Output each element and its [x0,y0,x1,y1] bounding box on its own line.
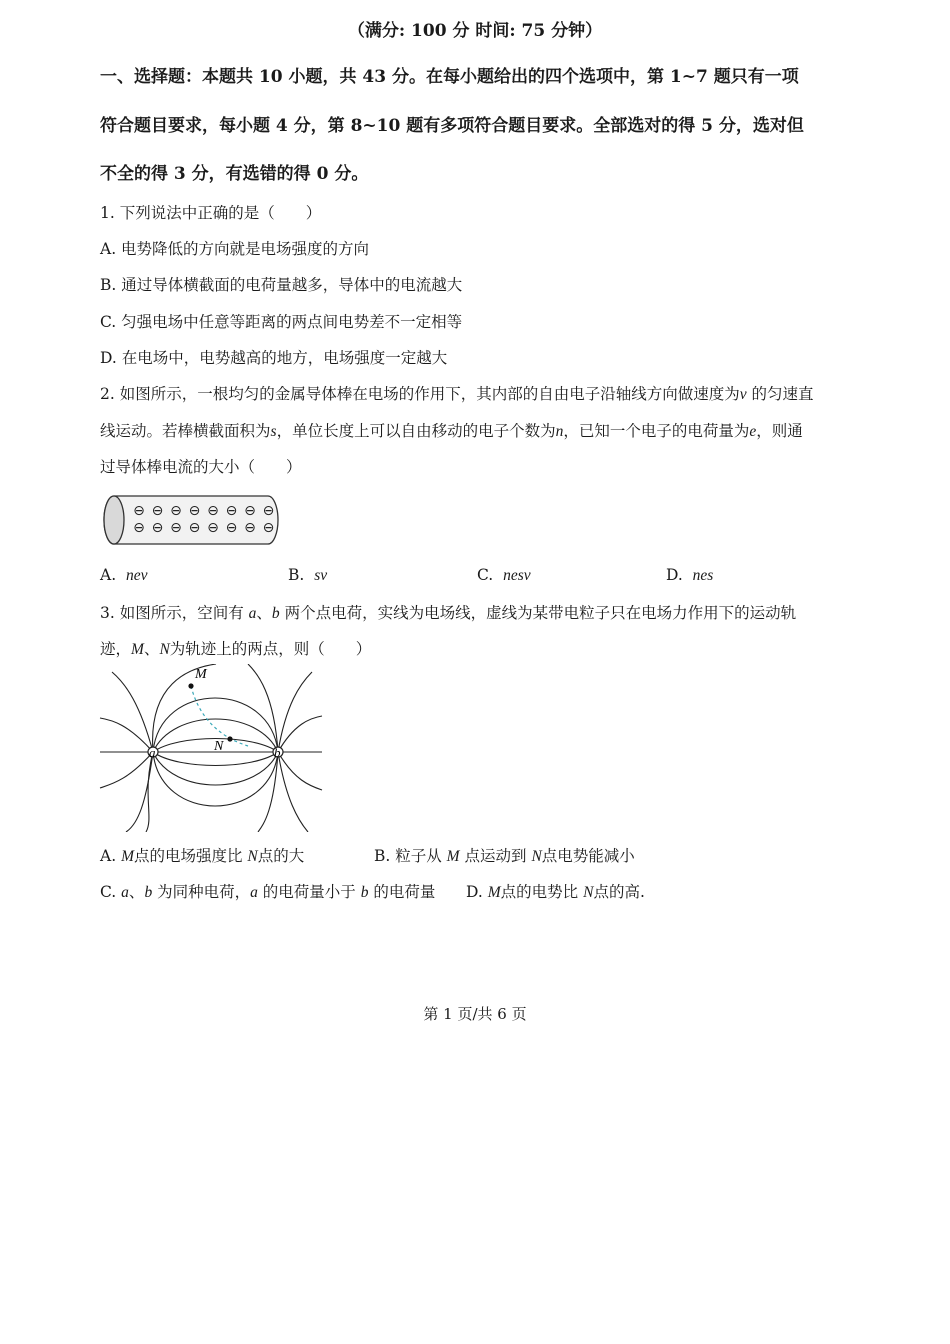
option-label: D. [666,566,683,584]
q3-text: B. 粒子从 [374,847,447,865]
q2-text: 线运动。若棒横截面积为 [100,422,271,440]
var-N: N [247,848,258,865]
q3-text: D. [466,883,488,901]
electron-symbol: ⊖ [188,520,201,536]
q2-text: ，单位长度上可以自由移动的电子个数为 [276,422,556,440]
q2-option-d [666,566,713,585]
electron-symbol: ⊖ [262,503,275,519]
q3-text: 3. 如图所示，空间有 [100,604,249,622]
option-value: nes [692,567,714,584]
var-v: v [739,386,747,403]
q3-text: 点电势能减小 [541,847,635,865]
fig-label-N: N [214,739,224,754]
var-N: N [531,848,542,865]
q3-stem-line2 [100,637,371,659]
var-M: M [131,641,144,658]
q2-option-a [100,566,148,585]
fig-label-M: M [195,667,207,682]
section-heading-line1: 一、选择题：本题共 10 小题，共 43 分。在每小题给出的四个选项中，第 1~7 题只有一项 [100,67,799,87]
electron-symbol: ⊖ [188,503,201,519]
var-s: s [270,423,277,440]
electron-symbol: ⊖ [207,520,219,536]
q3-text: 、 [143,640,160,658]
q2-text: ，则通 [756,422,803,440]
q1-option-b: B. 通过导体横截面的电荷量越多，导体中的电流越大 [100,276,463,294]
var-b: b [144,884,153,901]
section-heading-line3: 不全的得 3 分，有选错的得 0 分。 [100,164,369,184]
electron-symbol: ⊖ [244,520,256,536]
q3-text: 为同种电荷， [152,883,251,901]
var-a: a [121,884,129,901]
q2-option-b [288,566,327,585]
q2-stem-line2 [100,419,803,441]
field-lines-figure [98,664,324,832]
q1-stem: 1. 下列说法中正确的是（ ） [100,204,322,222]
q3-text: 点的高. [593,883,645,901]
q2-stem-line1 [100,382,814,404]
q2-option-c [477,566,531,585]
option-value: nev [125,567,148,584]
q2-text: 的匀速直 [746,385,814,403]
q3-option-d [466,880,645,902]
q3-text: 、 [128,883,145,901]
option-value: sv [314,567,328,584]
q2-text: ，已知一个电子的电荷量为 [563,422,750,440]
q3-option-a [100,844,304,866]
var-e: e [749,423,757,440]
var-N: N [159,641,170,658]
q3-text: 迹， [100,640,132,658]
var-M: M [487,884,501,901]
fig-label-b: b [274,745,281,760]
q3-text: 两个点电荷，实线为电场线，虚线为某带电粒子只在电场力作用下的运动轨 [279,604,797,622]
var-b: b [271,605,280,622]
electron-symbol: ⊖ [207,503,219,519]
q3-option-b [374,844,635,866]
var-M: M [446,848,460,865]
var-n: n [555,423,564,440]
q3-text: 点的大 [257,847,305,865]
var-b: b [360,884,369,901]
q3-text: 点的电场强度比 [133,847,248,865]
electron-symbol: ⊖ [133,503,145,519]
option-label: C. [477,566,494,584]
q3-text: 点的电势比 [500,883,584,901]
option-value: nesv [503,567,531,584]
electron-symbol: ⊖ [170,503,182,519]
q3-text: 、 [256,604,272,622]
var-a: a [250,884,258,901]
q3-text: A. [100,847,122,865]
q3-text: 为轨迹上的两点，则（ ） [169,640,372,658]
q3-stem-line1 [100,601,796,623]
fig-label-a: a [149,745,156,760]
electron-symbol: ⊖ [262,520,275,536]
q2-text: 2. 如图所示，一根均匀的金属导体棒在电场的作用下，其内部的自由电子沿轴线方向做速度为 [100,385,740,403]
q3-text: C. [100,883,122,901]
electron-symbol: ⊖ [225,520,238,536]
var-M: M [121,848,134,865]
page-footer: 第 1 页/共 6 页 [423,1005,527,1023]
var-a: a [248,605,257,622]
option-label: B. [288,566,305,584]
q2-stem-line3: 过导体棒电流的大小（ ） [100,458,302,476]
exam-header: （满分: 100 分 时间: 75 分钟） [347,21,603,41]
q1-option-a: A. 电势降低的方向就是电场强度的方向 [100,240,370,258]
q3-text: 的电荷量 [368,883,436,901]
electron-symbol: ⊖ [133,520,145,536]
q1-option-c: C. 匀强电场中任意等距离的两点间电势差不一定相等 [100,313,463,331]
section-heading-line2: 符合题目要求，每小题 4 分，第 8~10 题有多项符合题目要求。全部选对的得 5 分，选对但 [100,116,804,136]
var-N: N [583,884,594,901]
q1-option-d: D. 在电场中，电势越高的地方，电场强度一定越大 [100,349,448,367]
q3-text: 的电荷量小于 [257,883,361,901]
option-label: A. [100,566,117,584]
electron-symbol: ⊖ [151,503,164,519]
q3-text: 点运动到 [459,847,532,865]
electron-symbol: ⊖ [151,520,164,536]
conductor-rod-figure [100,492,282,548]
electron-symbol: ⊖ [225,503,238,519]
electron-symbol: ⊖ [244,503,256,519]
electron-symbol: ⊖ [170,520,182,536]
q3-option-c [100,880,435,902]
